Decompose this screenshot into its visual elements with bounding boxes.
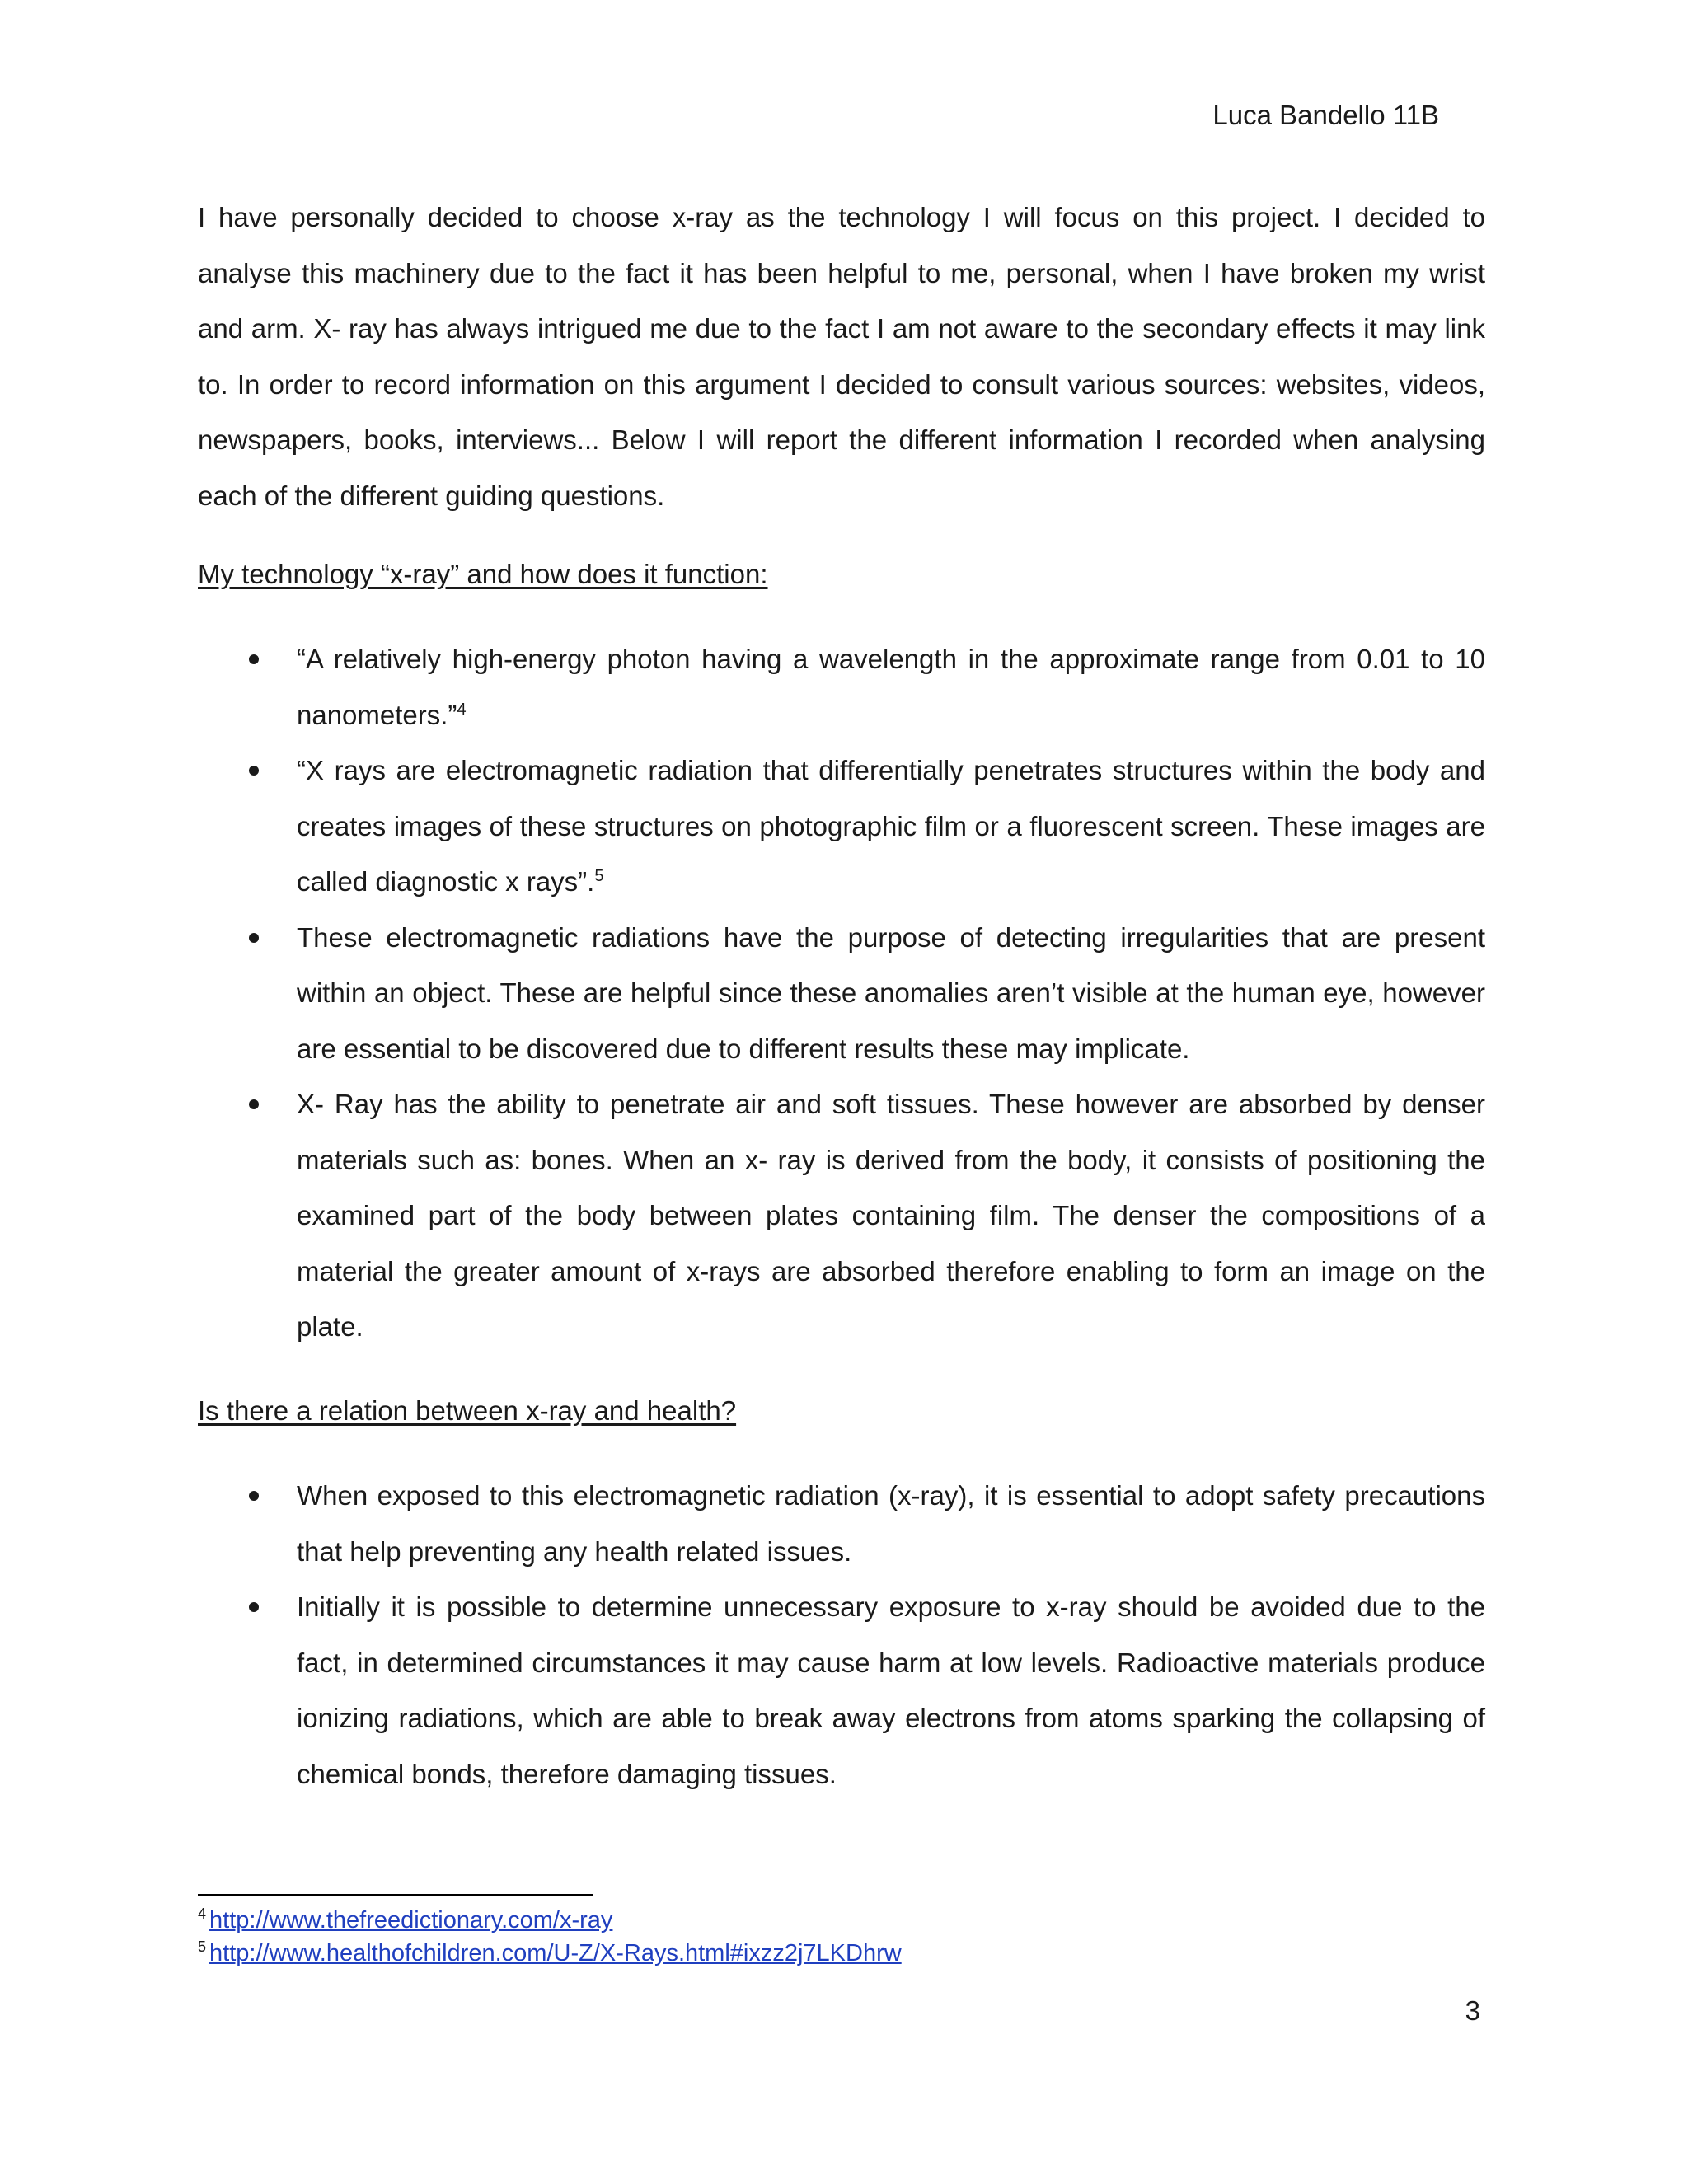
footnote-reference: 4 xyxy=(457,700,467,719)
bullet-icon xyxy=(249,654,259,664)
footnote-number: 5 xyxy=(198,1938,207,1956)
bullet-icon xyxy=(249,1491,259,1501)
health-bullet-list xyxy=(198,1468,1485,1802)
section-heading-health: Is there a relation between x-ray and health? xyxy=(198,1395,737,1426)
footnote-number: 4 xyxy=(198,1905,207,1923)
bullet-icon xyxy=(249,933,259,943)
page-number: 3 xyxy=(1465,1995,1480,2026)
author-header: Luca Bandello 11B xyxy=(1212,100,1439,130)
footnote-reference: 5 xyxy=(594,867,604,885)
bullet-text: X- Ray has the ability to penetrate air and soft tissues. These however are absorbed by denser materials such as: bones. When an x- ray is derived from the body, it consists of positioning the examined part of the body between plates containing film. The denser the compositions of a material the greater amount of x-rays are absorbed therefore enabling to form an image on the plate. xyxy=(297,1089,1485,1342)
technology-bullet-list xyxy=(198,631,1485,1355)
intro-paragraph: I have personally decided to choose x-ray as the technology I will focus on this project. I decided to analyse this machinery due to the fact it has been helpful to me, personal, when I have broken my wrist and arm. X- ray has always intrigued me due to the fact I am not aware to the secondary effects it may link to. In order to record information on this argument I decided to consult various sources: websites, videos, newspapers, books, interviews... Below I will report the different information I recorded when analysing each of the different guiding questions. xyxy=(198,202,1485,511)
bullet-text: “A relatively high-energy photon having a wavelength in the approximate range from 0.01 to 10 nanometers.” xyxy=(297,644,1485,730)
footnote-link[interactable]: http://www.thefreedictionary.com/x-ray xyxy=(209,1907,613,1933)
list-item xyxy=(198,1076,1485,1355)
footnote-5 xyxy=(198,1937,902,1970)
list-item xyxy=(198,631,1485,743)
section-heading-technology: My technology “x-ray” and how does it function: xyxy=(198,559,768,589)
bullet-text: When exposed to this electromagnetic radiation (x-ray), it is essential to adopt safety precautions that help preventing any health related issues. xyxy=(297,1480,1485,1567)
footnote-separator xyxy=(198,1894,593,1896)
footnote-4 xyxy=(198,1904,902,1937)
bullet-icon xyxy=(249,1602,259,1612)
list-item xyxy=(198,910,1485,1077)
bullet-text: “X rays are electromagnetic radiation that differentially penetrates structures within the body and creates images of these structures on photographic film or a fluorescent screen. These images are called diagnostic x rays”. xyxy=(297,755,1485,897)
list-item xyxy=(198,1468,1485,1579)
footnotes xyxy=(198,1904,902,1970)
bullet-text: These electromagnetic radiations have the purpose of detecting irregularities that are present within an object. These are helpful since these anomalies aren’t visible at the human eye, however are essential to be discovered due to different results these may implicate. xyxy=(297,921,1485,1064)
list-item xyxy=(198,1579,1485,1802)
bullet-icon xyxy=(249,766,259,776)
footnote-link[interactable]: http://www.healthofchildren.com/U-Z/X-Rays.html#ixzz2j7LKDhrw xyxy=(209,1940,902,1966)
list-item xyxy=(198,743,1485,910)
bullet-text: Initially it is possible to determine unnecessary exposure to x-ray should be avoided due to the fact, in determined circumstances it may cause harm at low levels. Radioactive materials produce ionizing radiations, which are able to break away electrons from atoms sparking the collapsing of chemical bonds, therefore damaging tissues. xyxy=(297,1591,1485,1789)
bullet-icon xyxy=(249,1099,259,1109)
